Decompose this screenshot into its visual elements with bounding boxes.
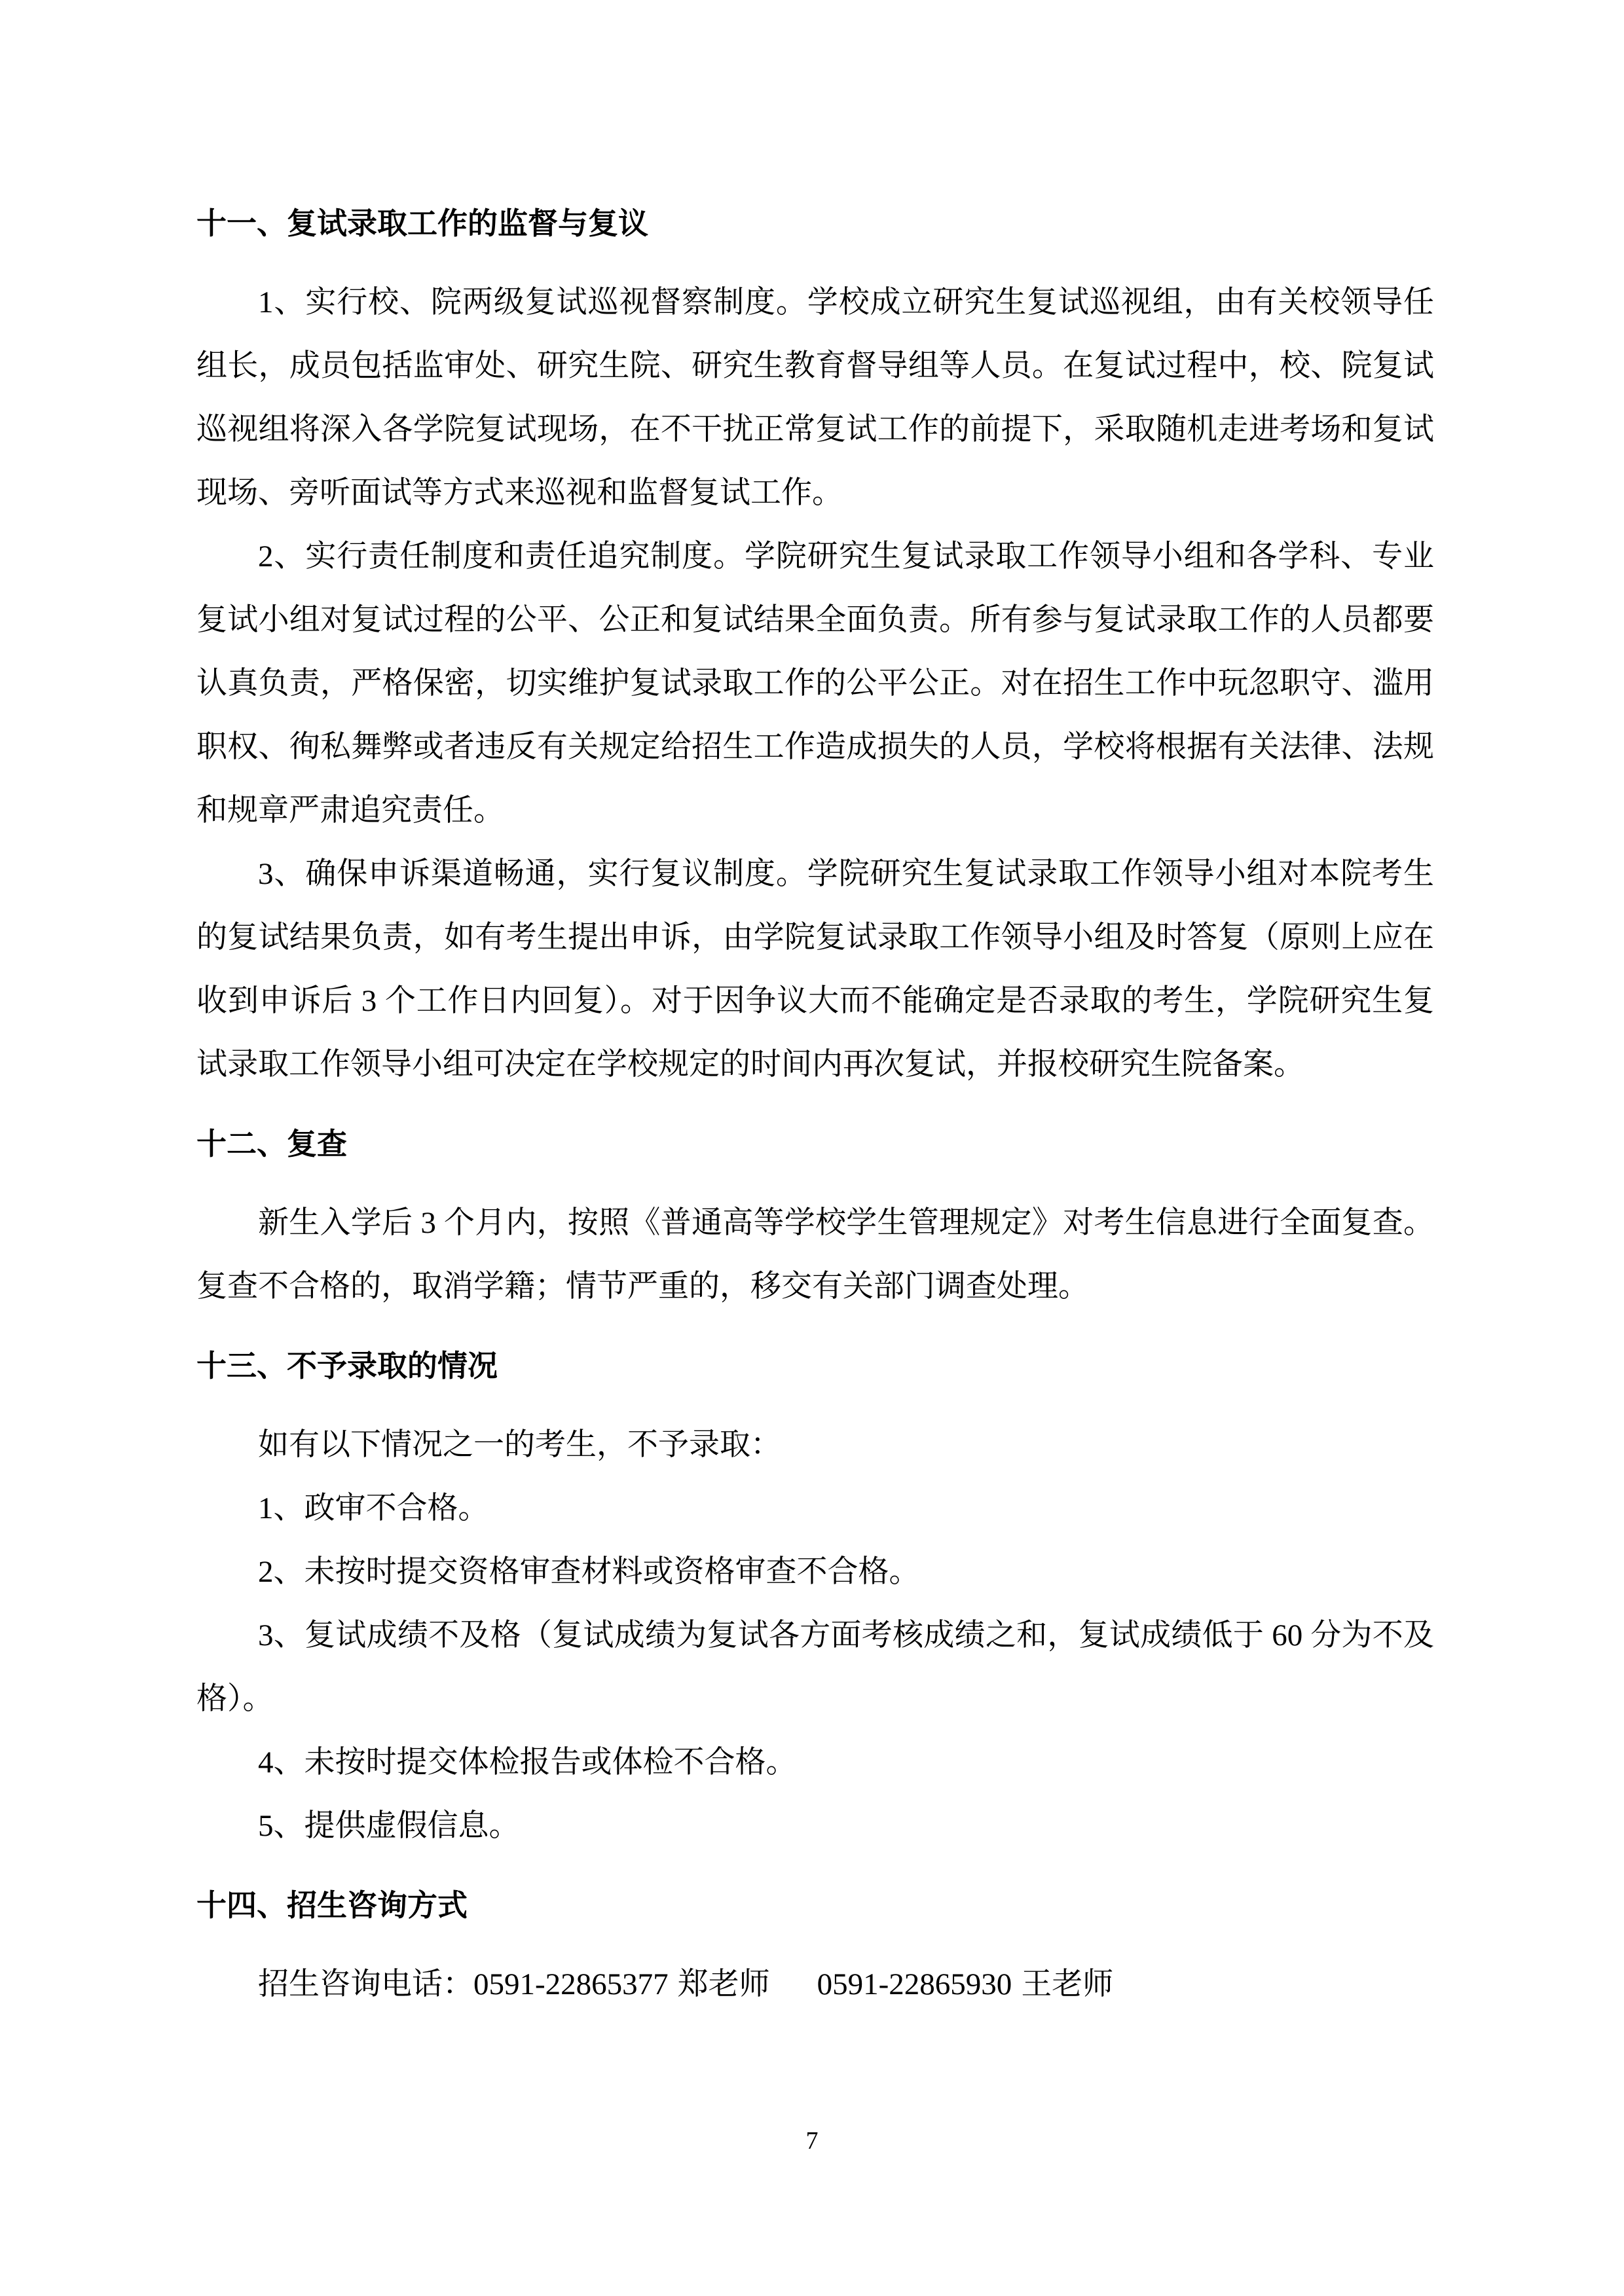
section-14-heading: 十四、招生咨询方式 [196,1888,468,1922]
contact-label: 招生咨询电话： [258,1967,473,2001]
contact-phone-2: 0591-22865930 [817,1967,1012,2001]
section-13-item-4: 4、未按时提交体检报告或体检不合格。 [258,1745,797,1779]
contact-name-1: 郑老师 [677,1967,770,2001]
section-11-paragraph-3: 3、确保申诉渠道畅通，实行复议制度。学院研究生复试录取工作领导小组对本院考生的复试结果负责，如有考生提出申诉，由学院复试录取工作领导小组及时答复（原则上应在收到申诉后 3 个工作日内回复）。对于因争议大而不能确定是否录取的考生，学院研究生复试录取工作领导小组可决定在学校规定的时间内再次复试，并报校研究生院备案。 [196,857,1434,1082]
section-11-heading: 十一、复试录取工作的监督与复议 [196,206,648,240]
section-13-item-3: 3、复试成绩不及格（复试成绩为复试各方面考核成绩之和，复试成绩低于 60 分为不及格）。 [196,1618,1434,1716]
section-13-intro: 如有以下情况之一的考生，不予录取： [258,1428,781,1462]
section-11-paragraph-1: 1、实行校、院两级复试巡视督察制度。学校成立研究生复试巡视组，由有关校领导任组长，成员包括监审处、研究生院、研究生教育督导组等人员。在复试过程中，校、院复试巡视组将深入各学院复试现场，在不干扰正常复试工作的前提下，采取随机走进考场和复试现场、旁听面试等方式来巡视和监督复试工作。 [196,285,1434,510]
page-number: 7 [805,2127,819,2155]
page-footer [0,2126,1624,2155]
section-14-contact-line [196,1953,1434,2016]
section-13-heading: 十三、不予录取的情况 [196,1349,498,1383]
section-13-item-5: 5、提供虚假信息。 [258,1809,520,1843]
contact-name-2: 王老师 [1021,1967,1114,2001]
document-content [196,192,1434,2016]
section-13-item-2: 2、未按时提交资格审查材料或资格审查不合格。 [258,1555,920,1589]
section-11-paragraph-2: 2、实行责任制度和责任追究制度。学院研究生复试录取工作领导小组和各学科、专业复试小组对复试过程的公平、公正和复试结果全面负责。所有参与复试录取工作的人员都要认真负责，严格保密，切实维护复试录取工作的公平公正。对在招生工作中玩忽职守、滥用职权、徇私舞弊或者违反有关规定给招生工作造成损失的人员，学校将根据有关法律、法规和规章严肃追究责任。 [196,539,1434,828]
section-13-item-1: 1、政审不合格。 [258,1491,489,1525]
section-12-paragraph-1: 新生入学后 3 个月内，按照《普通高等学校学生管理规定》对考生信息进行全面复查。复查不合格的，取消学籍；情节严重的，移交有关部门调查处理。 [196,1206,1434,1303]
section-12-heading: 十二、复查 [196,1127,347,1161]
contact-phone-1: 0591-22865377 [473,1967,669,2001]
